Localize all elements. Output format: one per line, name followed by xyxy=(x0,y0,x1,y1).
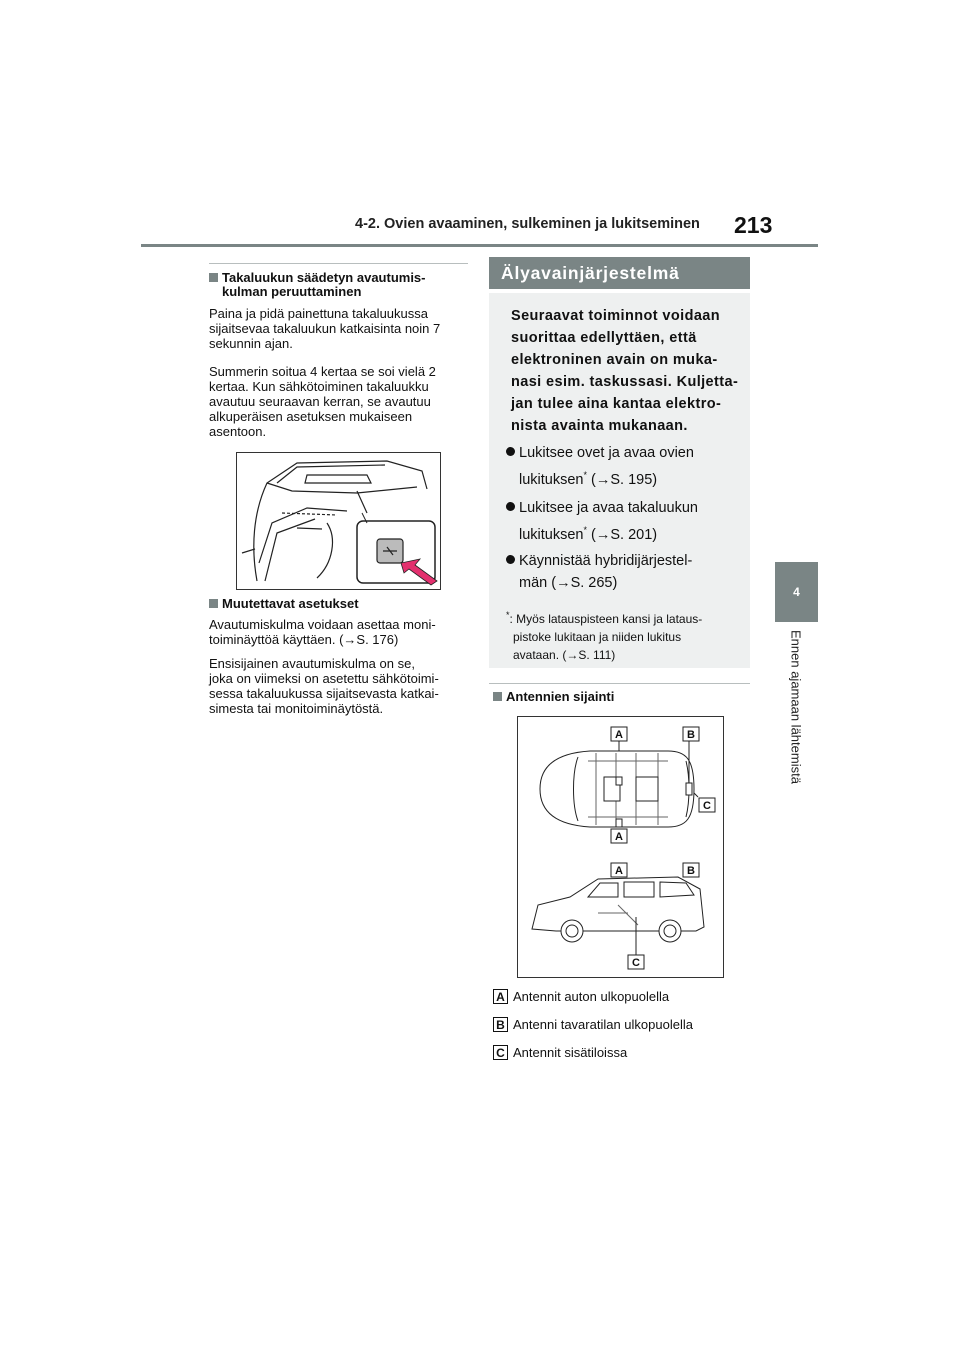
legend-item-b: B Antenni tavaratilan ulkopuolella xyxy=(493,1017,693,1032)
figure-label-A: A xyxy=(615,865,623,877)
figure-label-A: A xyxy=(615,831,623,843)
tailgate-switch-illustration xyxy=(236,452,441,590)
legend-item-a: A Antennit auton ulkopuolella xyxy=(493,989,669,1004)
header-rule xyxy=(141,244,818,247)
antenna-location-illustration xyxy=(517,716,724,978)
figure-label-C: C xyxy=(632,957,640,969)
bullet-dot-icon xyxy=(506,447,515,456)
antenna-drawing xyxy=(518,717,723,977)
paragraph-settings-2: Ensisijainen avautumiskulma on se, joka on viimeksi on asetettu sähkötoimi- sessa takaluukussa sijaitsevasta katkai- simesta tai monitoiminäytöstä. xyxy=(209,656,439,716)
section-heading-settings: Muutettavat asetukset xyxy=(209,597,359,611)
paragraph-settings-1: Avautumiskulma voidaan asettaa moni- toiminäyttöä käyttäen. (→S. 176) xyxy=(209,617,436,647)
bullet-dot-icon xyxy=(506,555,515,564)
footnote: *: Myös latauspisteen kansi ja lataus- pistoke lukitaan ja niiden lukitus avataan. (→S. 111) xyxy=(506,610,703,662)
running-header: 4-2. Ovien avaaminen, sulkeminen ja lukitseminen xyxy=(355,216,700,232)
figure-label-B: B xyxy=(687,729,695,741)
figure-label-A: A xyxy=(615,729,623,741)
section-rule xyxy=(209,263,468,264)
page-number: 213 xyxy=(734,212,773,238)
chapter-tab: 4 xyxy=(775,562,818,622)
bullet-item-doors: Lukitsee ovet ja avaa ovien lukituksen* (→S. 195) xyxy=(506,442,694,491)
section-heading-antennas: Antennien sijainti xyxy=(493,690,614,704)
tailgate-drawing xyxy=(237,453,440,589)
section-title-smart-key: Älyavainjärjestelmä xyxy=(489,257,750,289)
square-bullet-icon xyxy=(209,273,218,282)
figure-label-B: B xyxy=(687,865,695,877)
chapter-label: Ennen ajamaan lähtemistä xyxy=(788,630,804,784)
bullet-dot-icon xyxy=(506,502,515,511)
bullet-item-tailgate: Lukitsee ja avaa takaluukun lukituksen* (→S. 201) xyxy=(506,497,698,546)
square-bullet-icon xyxy=(493,692,502,701)
legend-item-c: C Antennit sisätiloissa xyxy=(493,1045,627,1060)
figure-label-C: C xyxy=(703,800,711,812)
section-rule xyxy=(489,683,750,684)
intro-text: Seuraavat toiminnot voidaan suorittaa edellyttäen, että elektroninen avain on muka- nasi esim. taskussasi. Kuljetta- jan tulee aina kantaa elektro- nista avainta mukanaan. xyxy=(511,308,739,434)
bullet-item-hybrid: Käynnistää hybridijärjestel- män (→S. 265) xyxy=(506,550,692,594)
square-bullet-icon xyxy=(209,599,218,608)
paragraph-reset-2: Summerin soitua 4 kertaa se soi vielä 2 kertaa. Kun sähkötoiminen takaluukku avautuu seuraavan kerran, se avautuu alkuperäisen asetuksen mukaiseen asentoon. xyxy=(209,364,436,439)
section-heading-reset: Takaluukun säädetyn avautumis- kulman peruuttaminen xyxy=(209,271,426,299)
paragraph-reset-1: Paina ja pidä painettuna takaluukussa sijaitsevaa takaluukun katkaisinta noin 7 sekunnin ajan. xyxy=(209,306,441,351)
